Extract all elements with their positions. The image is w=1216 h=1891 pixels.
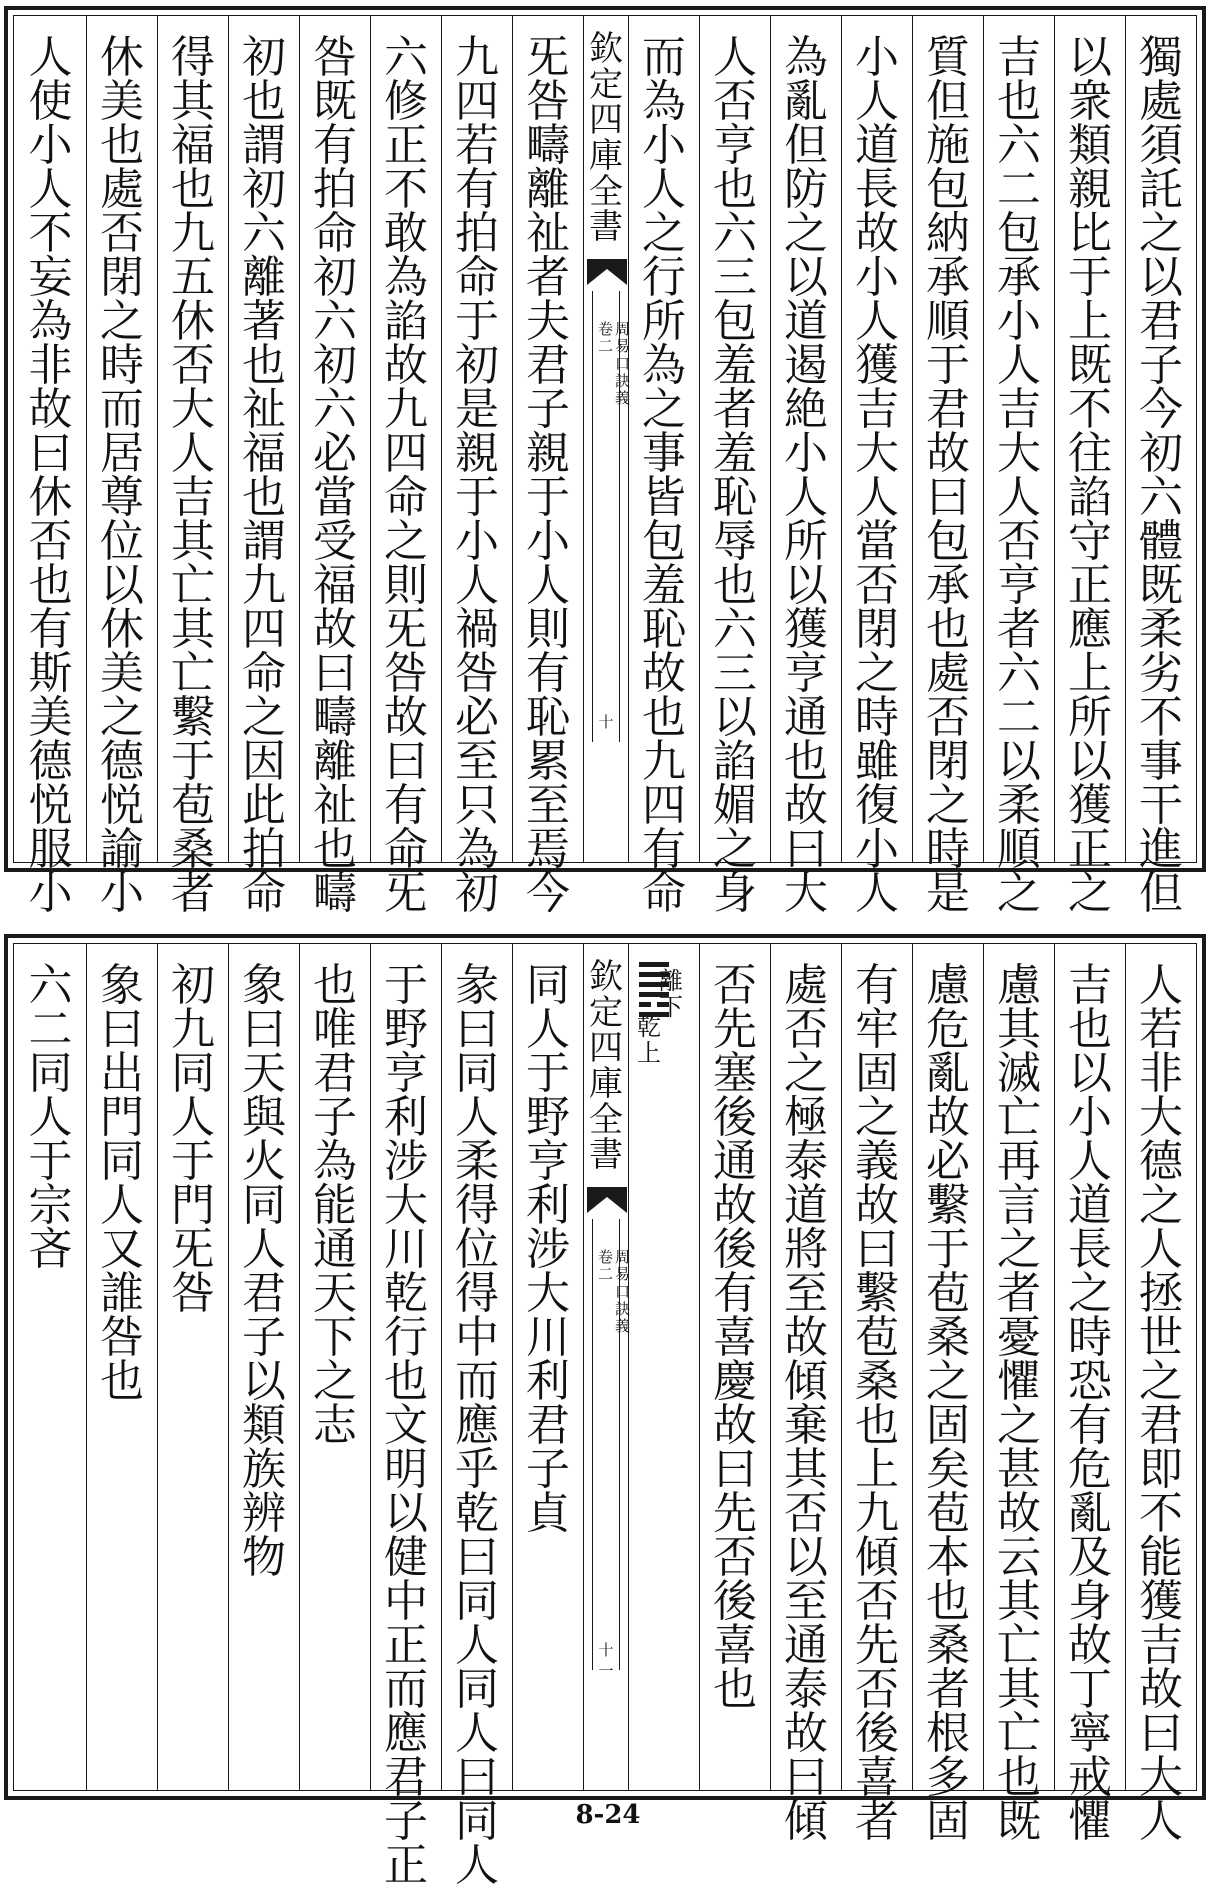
text-column: 也 唯 君 子 為 能 通 天 下 之 志 xyxy=(299,944,370,1790)
banxin-juan: 卷 二 xyxy=(598,1248,614,1284)
banxin-juan: 卷 二 xyxy=(598,320,614,356)
upper-trigram-label: 乾 上 xyxy=(637,1013,661,1068)
text-column: 吉 也 六 二 包 承 小 人 吉 大 人 否 亨 者 六 二 以 柔 順 之 xyxy=(983,16,1054,862)
text-column: 吉 也 以 小 人 道 長 之 時 恐 有 危 亂 及 身 故 丁 寧 戒 懼 xyxy=(1054,944,1125,1790)
text-column: 象 曰 出 門 同 人 又 誰 咎 也 xyxy=(86,944,157,1790)
text-column: 初 也 謂 初 六 離 著 也 祉 福 也 謂 九 四 命 之 因 此 拍 命 xyxy=(228,16,299,862)
text-column: 質 但 施 包 納 承 順 于 君 故 曰 包 承 也 處 否 閉 之 時 是 xyxy=(912,16,983,862)
text-column: 同 人 于 野 亨 利 涉 大 川 利 君 子 貞 xyxy=(512,944,583,1790)
text-column: 小 人 道 長 故 小 人 獲 吉 大 人 當 否 閉 之 時 雖 復 小 人 xyxy=(841,16,912,862)
text-column: 于 野 亨 利 涉 大 川 乾 行 也 文 明 以 健 中 正 而 應 君 子 正 xyxy=(370,944,441,1790)
text-column: 人 否 亨 也 六 三 包 羞 者 羞 恥 辱 也 六 三 以 諂 媚 之 身 xyxy=(699,16,770,862)
banxin-book-title: 周 易 口 訣 義 xyxy=(615,320,631,407)
text-column: 有 牢 固 之 義 故 曰 繫 苞 桑 也 上 九 傾 否 先 否 後 喜 者 xyxy=(841,944,912,1790)
text-column: 否 先 塞 後 通 故 後 有 喜 慶 故 曰 先 否 後 喜 也 xyxy=(699,944,770,1790)
text-column: 而 為 小 人 之 行 所 為 之 事 皆 包 羞 恥 故 也 九 四 有 命 xyxy=(628,16,699,862)
top-page-columns xyxy=(14,16,1196,919)
text-column: 六 二 同 人 于 宗 吝 xyxy=(28,960,73,1275)
text-column: 象 曰 天 與 火 同 人 君 子 以 類 族 辨 物 xyxy=(228,944,299,1790)
text-column: 以 衆 類 親 比 于 上 既 不 往 諂 守 正 應 上 所 以 獲 正 之 xyxy=(1054,16,1125,862)
text-column: 六 修 正 不 敢 為 諂 故 九 四 命 之 則 旡 咎 故 曰 有 命 旡 xyxy=(370,16,441,862)
text-column: 人 若 非 大 德 之 人 拯 世 之 君 即 不 能 獲 吉 故 曰 大 人 xyxy=(1125,944,1196,1790)
folio-number: 十一 xyxy=(598,1641,614,1680)
text-column: 慮 危 亂 故 必 繫 于 苞 桑 之 固 矣 苞 本 也 桑 者 根 多 固 xyxy=(912,944,983,1790)
top-page-frame xyxy=(13,15,1197,919)
text-column: 彖 曰 同 人 柔 得 位 得 中 而 應 乎 乾 曰 同 人 同 人 曰 同 人 xyxy=(441,944,512,1790)
text-column: 初 九 同 人 于 門 旡 咎 xyxy=(157,944,228,1790)
banxin-center-strip xyxy=(583,944,631,1790)
text-column: 咎 既 有 拍 命 初 六 初 六 必 當 受 福 故 曰 疇 離 祉 也 疇 xyxy=(299,16,370,862)
page-number: 8-24 xyxy=(575,1800,641,1830)
text-column: 為 亂 但 防 之 以 道 遏 絶 小 人 所 以 獲 亨 通 也 故 曰 大 xyxy=(770,16,841,862)
folio-number: 十 xyxy=(598,713,614,731)
top-page xyxy=(4,6,1206,919)
text-column: 旡 咎 疇 離 祉 者 夫 君 子 親 于 小 人 則 有 恥 累 至 焉 今 xyxy=(512,16,583,862)
banxin-title: 欽 定 四 庫 全 書 xyxy=(589,957,623,1176)
lower-trigram-label: 離 下 xyxy=(659,967,683,1022)
banxin-inner xyxy=(592,1219,631,1680)
banxin-book-title: 周 易 口 訣 義 xyxy=(615,1248,631,1335)
banxin-center-strip xyxy=(583,16,631,862)
text-column: 九 四 若 有 拍 命 于 初 是 親 于 小 人 禍 咎 必 至 只 為 初 xyxy=(441,16,512,862)
text-column: 處 否 之 極 泰 道 將 至 故 傾 棄 其 否 以 至 通 泰 故 曰 傾 xyxy=(770,944,841,1790)
hexagram-column xyxy=(628,944,699,1790)
text-column: 休 美 也 處 否 閉 之 時 而 居 尊 位 以 休 美 之 德 悦 諭 小 xyxy=(86,16,157,862)
text-column: 得 其 福 也 九 五 休 否 大 人 吉 其 亡 其 亡 繫 于 苞 桑 者 xyxy=(157,16,228,862)
banxin-inner xyxy=(592,291,631,742)
text-column: 人 使 小 人 不 妄 為 非 故 曰 休 否 也 有 斯 美 德 悦 服 小 xyxy=(28,32,73,919)
fishtail-mark xyxy=(587,259,627,285)
text-column: 慮 其 滅 亡 再 言 之 者 憂 懼 之 甚 故 云 其 亡 其 亡 也 既 xyxy=(983,944,1054,1790)
banxin-title: 欽 定 四 庫 全 書 xyxy=(589,29,623,248)
text-column: 獨 處 須 託 之 以 君 子 今 初 六 體 既 柔 劣 不 事 干 進 但 xyxy=(1125,16,1196,862)
fishtail-mark xyxy=(587,1187,627,1213)
